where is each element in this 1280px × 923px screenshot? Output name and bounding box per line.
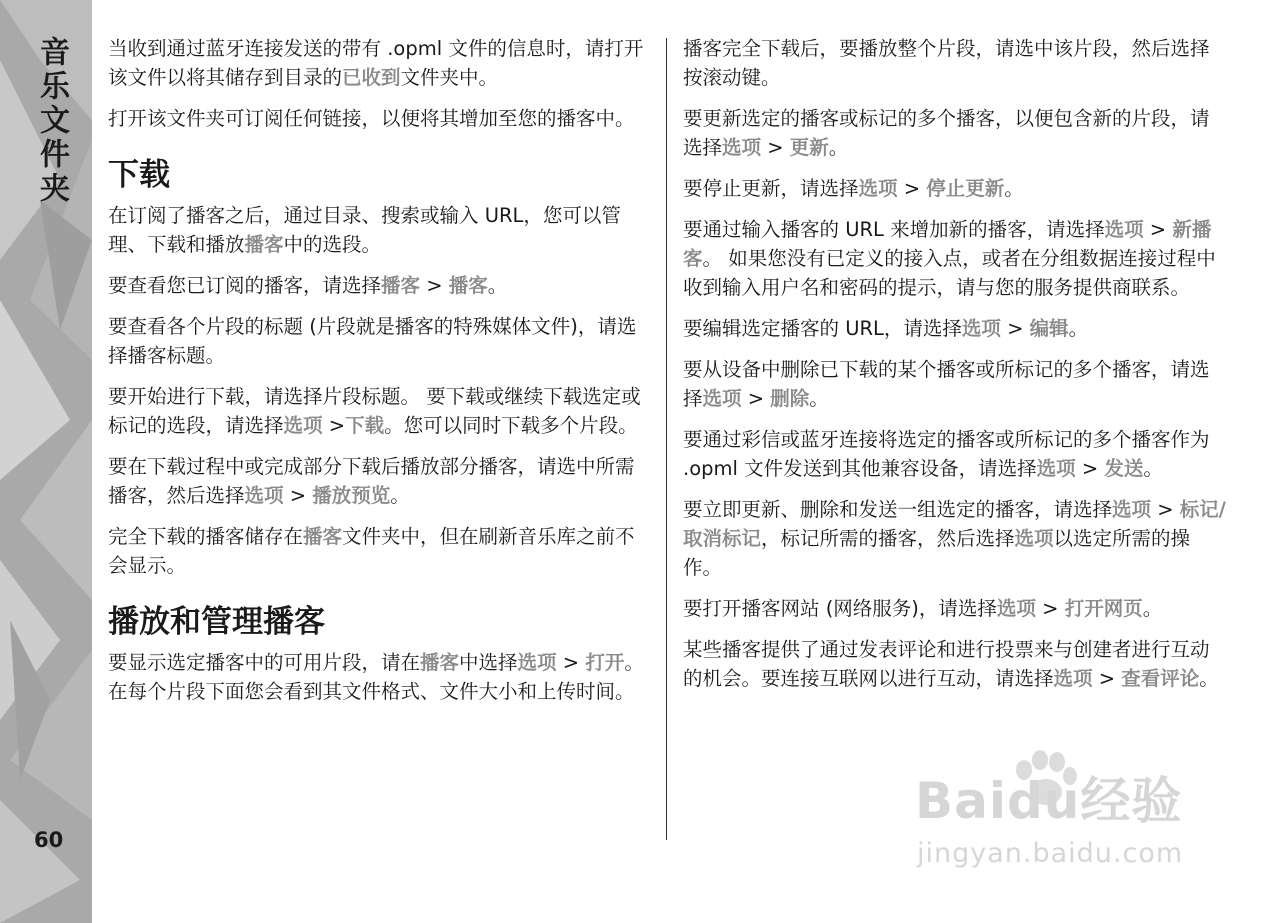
text-run: > [322,414,346,437]
text-run: > [283,484,313,507]
text-run: 要开始进行下载，请选择片段标题。 要下载或继续下载选定或标记的选段，请选择 [108,385,641,437]
menu-path-term: 播客 [244,233,284,256]
menu-path-term: 选项 [722,136,762,159]
text-run: 中选择 [459,651,518,674]
paragraph [683,215,1228,302]
left-column [108,34,653,718]
paragraph [108,382,653,440]
section-heading: 下载 [108,157,170,193]
menu-path-term: 停止更新 [926,177,1005,200]
text-run: 某些播客提供了通过发表评论和进行投票来与创建者进行互动的机会。要连接互联网以进行互动，请选择 [683,638,1210,690]
menu-path-term: 下载 [345,414,385,437]
text-run: > [556,651,586,674]
text-run: > [1035,597,1065,620]
text-run: 要从设备中删除已下载的某个播客或所标记的多个播客，请选择 [683,358,1210,410]
text-run: 打开该文件夹可订阅任何链接，以便将其增加至您的播客中。 [108,107,635,130]
menu-path-term: 选项 [1112,498,1152,521]
paragraph [683,314,1228,343]
menu-path-term: 标记/取消标记 [683,498,1226,550]
menu-path-term: 查看评论 [1121,667,1200,690]
text-run: > [1143,218,1173,241]
text-run: 要通过彩信或蓝牙连接将选定的播客或所标记的多个播客作为 .opml 文件发送到其他兼容设备，请选择 [683,428,1210,480]
text-run: > [1075,457,1105,480]
menu-path-term: 选项 [517,651,557,674]
column-divider [666,38,667,840]
paragraph [108,648,653,706]
menu-path-term: 播客 [420,651,460,674]
paragraph [683,174,1228,203]
text-run: 。 [487,274,508,297]
text-run: 要在下载过程中或完成部分下载后播放部分播客，请选中所需播客，然后选择 [108,455,635,507]
text-run: 。 [1004,177,1024,200]
paragraph [683,635,1228,693]
menu-path-term: 播放预览 [312,484,391,507]
paragraph [108,34,653,92]
paragraph [108,312,653,370]
menu-path-term: 选项 [283,414,323,437]
text-run: 中的选段。 [283,233,382,256]
section-heading: 播放和管理播客 [108,604,325,640]
text-run: 。 [1199,667,1219,690]
text-run: > [1000,317,1030,340]
text-run: ，标记所需的播客，然后选择 [761,527,1015,550]
menu-path-term: 选项 [1014,527,1054,550]
watermark [905,750,1225,880]
text-run: 文件夹中。 [400,66,499,89]
paragraph [108,522,653,580]
menu-path-term: 播客 [448,274,488,297]
menu-path-term: 编辑 [1029,317,1069,340]
menu-path-term: 选项 [961,317,1001,340]
sidebar [0,0,92,923]
text-run: 。 [390,484,410,507]
paragraph [683,495,1228,582]
text-run: > [1092,667,1122,690]
menu-path-term: 选项 [702,387,742,410]
paragraph [108,271,653,300]
paragraph [108,201,653,259]
menu-path-term: 播客 [303,525,343,548]
menu-path-term: 新播客 [683,218,1212,270]
menu-path-term: 打开网页 [1064,597,1143,620]
text-run: 。 如果您没有已定义的接入点，或者在分组数据连接过程中收到输入用户名和密码的提示，请与您的服务提供商联系。 [683,247,1216,299]
text-run: 要查看您已订阅的播客，请选择 [108,274,382,297]
text-run: 。 [828,136,849,159]
paragraph [683,104,1228,162]
text-run: 当收到通过蓝牙连接发送的带有 .opml 文件的信息时，请打开该文件以将其储存到目录的 [108,37,644,89]
text-run: 要更新选定的播客或标记的多个播客，以便包含新的片段，请选择 [683,107,1210,159]
text-run: > [1151,498,1180,521]
menu-path-term: 发送 [1104,457,1144,480]
text-run: 要通过输入播客的 URL 来增加新的播客，请选择 [683,218,1105,241]
watermark-brand: Baidu经验 [915,772,1183,830]
text-run: 要立即更新、删除和发送一组选定的播客，请选择 [683,498,1113,521]
page-number: 60 [34,828,64,852]
section-title: 音乐文件夹 [34,36,69,206]
watermark-url: jingyan.baidu.com [917,838,1184,869]
text-run: > [761,136,790,159]
paragraph [108,452,653,510]
text-run: 。 [1068,317,1089,340]
text-run: > [420,274,449,297]
text-run: 文件夹中，但在刷新音乐库之前不会显示。 [108,525,635,577]
menu-path-term: 选项 [858,177,898,200]
text-run: 要查看各个片段的标题 (片段就是播客的特殊媒体文件)，请选择播客标题。 [108,315,637,367]
paragraph [683,594,1228,623]
menu-path-term: 播客 [381,274,421,297]
text-run: 以选定所需的操作。 [683,527,1191,579]
text-run: 播客完全下载后，要播放整个片段，请选中该片段，然后选择按滚动键。 [683,37,1210,89]
text-run: 要编辑选定播客的 URL，请选择 [683,317,962,340]
menu-path-term: 打开 [585,651,625,674]
text-run: > [897,177,927,200]
menu-path-term: 选项 [1104,218,1144,241]
text-run: 。 [1142,597,1163,620]
text-run: 要显示选定播客中的可用片段，请在 [108,651,421,674]
paragraph [683,355,1228,413]
paragraph [683,34,1228,92]
text-run: 。 [1143,457,1163,480]
text-run: 。 [809,387,829,410]
menu-path-term: 已收到 [342,66,401,89]
text-run: 完全下载的播客储存在 [108,525,304,548]
text-run: 。您可以同时下载多个片段。 [384,414,638,437]
text-run: 在订阅了播客之后，通过目录、搜索或输入 URL，您可以管理、下载和播放 [108,204,621,256]
menu-path-term: 删除 [770,387,810,410]
paragraph [108,104,653,133]
menu-path-term: 选项 [1053,667,1093,690]
text-run: 要停止更新，请选择 [683,177,859,200]
menu-path-term: 选项 [244,484,284,507]
menu-path-term: 更新 [789,136,829,159]
text-run: 要打开播客网站 (网络服务)，请选择 [683,597,997,620]
text-run: > [741,387,771,410]
text-run: 。 在每个片段下面您会看到其文件格式、文件大小和上传时间。 [108,651,644,703]
menu-path-term: 选项 [996,597,1036,620]
right-column [683,34,1228,705]
menu-path-term: 选项 [1036,457,1076,480]
paragraph [683,425,1228,483]
